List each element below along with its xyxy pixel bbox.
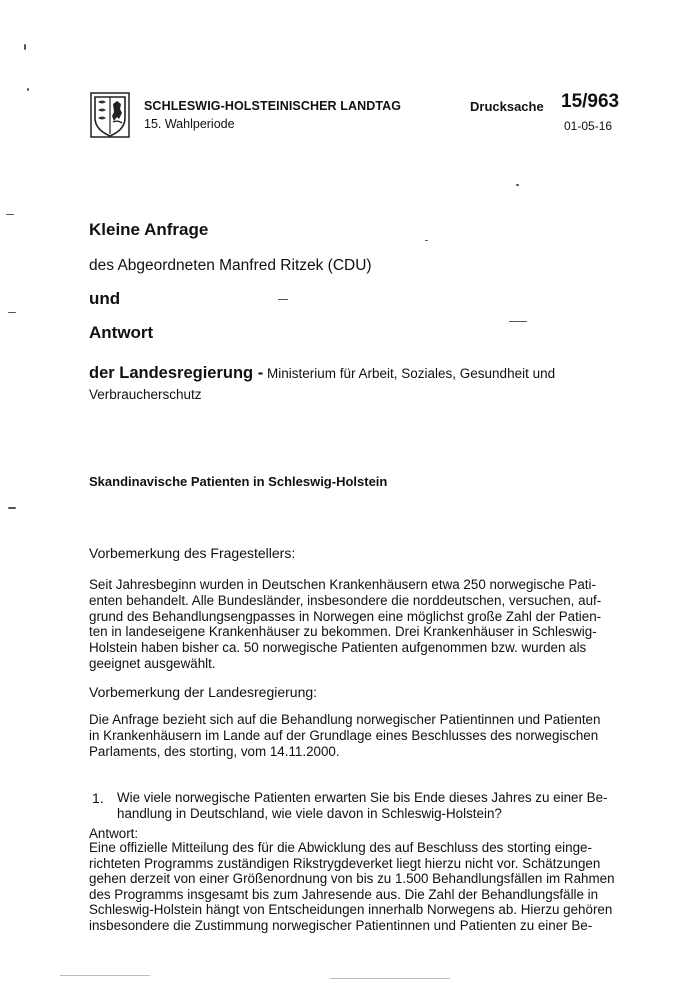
ministerium-line2: Verbraucherschutz xyxy=(89,387,202,403)
scan-speck xyxy=(330,978,450,979)
text-line: Schleswig-Holstein hängt von Entscheidungen innerhalb Norwegens ab. Hierzu gehören xyxy=(89,902,613,917)
question-text xyxy=(117,790,621,822)
scan-speck xyxy=(278,299,288,300)
und-heading: und xyxy=(89,289,121,308)
text-line: Holstein haben bisher ca. 50 norwegische Patienten aufgenommen bzw. wurden als xyxy=(89,640,587,656)
scan-speck xyxy=(516,184,519,186)
text-line: geeignet ausgewählt. xyxy=(89,655,216,671)
drucksache-number: 15/963 xyxy=(561,91,620,112)
text-line: richteten Programms zuständigen Rikstrygdeverket liegt hierzu nicht vor. Schätzungen xyxy=(89,855,601,871)
kleine-anfrage-heading: Kleine Anfrage xyxy=(89,220,209,239)
vorbemerkung-fragesteller-label: Vorbemerkung des Fragestellers: xyxy=(89,545,296,561)
text-line: handlung in Deutschland, wie viele davon in Schleswig-Holstein? xyxy=(117,806,502,821)
scan-speck xyxy=(8,507,16,509)
abgeordneter-line: des Abgeordneten Manfred Ritzek (CDU) xyxy=(89,257,372,274)
subject-title: Skandinavische Patienten in Schleswig-Holstein xyxy=(89,474,388,489)
answer-label: Antwort: xyxy=(89,826,139,841)
scan-speck xyxy=(6,214,14,215)
text-line: des Programms insgesamt bis zum Jahresende aus. Die Zahl der Behandlungsfälle in xyxy=(89,886,599,902)
text-line: Seit Jahresbeginn wurden in Deutschen Krankenhäusern etwa 250 norwegische Pati- xyxy=(89,577,596,592)
text-line: Die Anfrage bezieht sich auf die Behandlung norwegischer Patientinnen und Patienten xyxy=(89,712,601,727)
vorbemerkung-landesregierung-label: Vorbemerkung der Landesregierung: xyxy=(89,684,318,700)
vorbemerkung-fragesteller-text xyxy=(89,577,615,672)
text-line: grund des Behandlungsengpasses in Norwegen eine möglichst große Zahl der Patien- xyxy=(89,608,602,624)
legislative-period: 15. Wahlperiode xyxy=(144,117,235,131)
antwort-heading: Antwort xyxy=(89,323,154,342)
landesregierung-line xyxy=(89,361,609,405)
text-line: in Krankenhäusern im Lande auf der Grundlage eines Beschlusses des norwegischen xyxy=(89,727,599,743)
text-line: Parlaments, des storting, vom 14.11.2000. xyxy=(89,743,340,759)
text-line: insbesondere die Zustimmung norwegischer Patientinnen und Patienten zu einer Be- xyxy=(89,917,593,933)
text-line: gehen derzeit von einer Größenordnung von bis zu 1.500 Behandlungsfällen im Rahmen xyxy=(89,871,615,886)
text-line: Wie viele norwegische Patienten erwarten Sie bis Ende dieses Jahres zu einer Be- xyxy=(117,790,608,805)
scan-speck xyxy=(425,240,428,241)
landesregierung-label: der Landesregierung - xyxy=(89,364,264,382)
parliament-name: SCHLESWIG-HOLSTEINISCHER LANDTAG xyxy=(144,99,402,113)
scan-speck xyxy=(509,321,527,322)
scan-speck xyxy=(24,44,26,50)
answer-text xyxy=(89,840,615,933)
question-number: 1. xyxy=(92,790,104,806)
text-line: Eine offizielle Mitteilung des für die Abwicklung des auf Beschluss des storting einge- xyxy=(89,840,592,855)
scan-speck xyxy=(8,312,16,313)
scan-speck xyxy=(27,88,29,91)
text-line: enten behandelt. Alle Bundesländer, insbesondere die norddeutschen, versuchen, auf- xyxy=(89,592,602,608)
document-date: 01-05-16 xyxy=(564,119,613,133)
ministerium-line1: Ministerium für Arbeit, Soziales, Gesundheit und xyxy=(266,366,556,381)
coat-of-arms-logo xyxy=(90,92,130,138)
vorbemerkung-landesregierung-text xyxy=(89,712,615,759)
drucksache-label: Drucksache xyxy=(470,99,544,114)
text-line: ten in landeseigene Krankenhäuser zu bekommen. Drei Krankenhäuser in Schleswig- xyxy=(89,624,597,640)
scan-speck xyxy=(60,975,150,976)
